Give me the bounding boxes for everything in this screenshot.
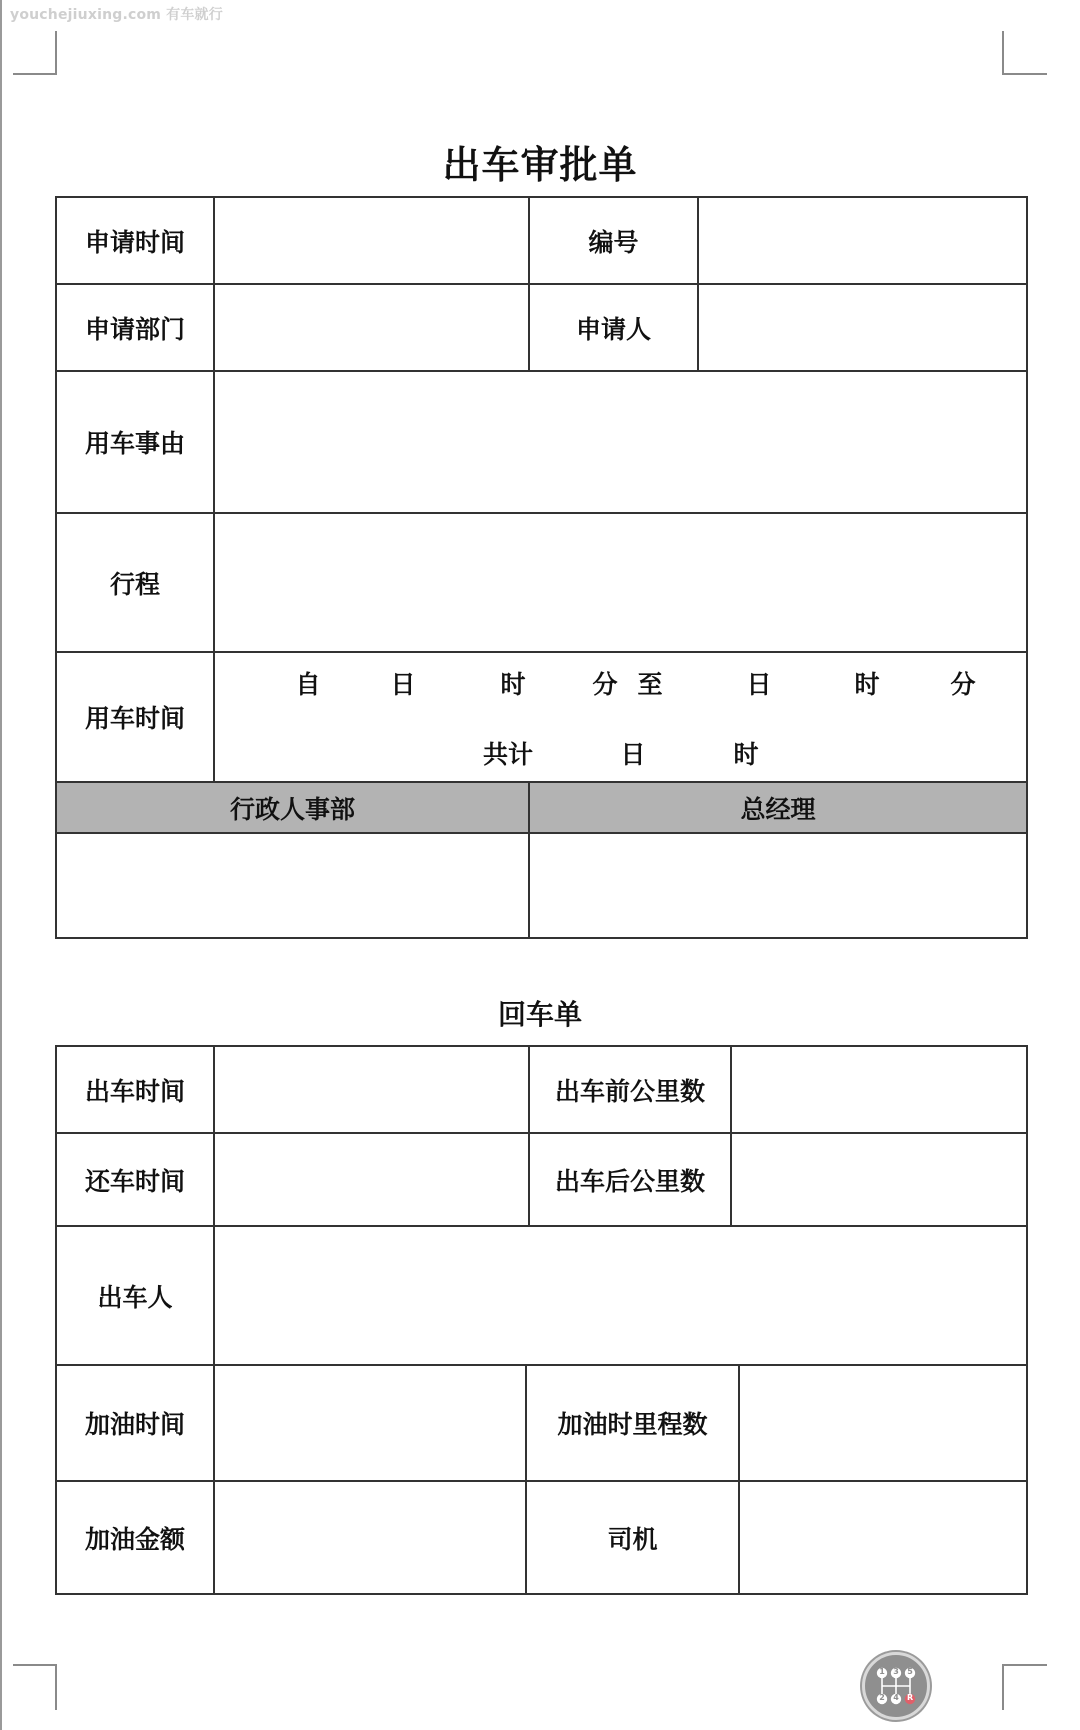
return-time-field[interactable] <box>213 1132 530 1227</box>
reason-field[interactable] <box>213 370 1028 514</box>
usage-to-day: 日 <box>746 670 772 699</box>
gear-1: 1 <box>879 1667 885 1676</box>
applicant-label: 申请人 <box>528 283 699 372</box>
page-title: 出车审批单 <box>442 143 638 187</box>
return-form-title: 回车单 <box>497 998 582 1031</box>
itinerary-field[interactable] <box>213 512 1028 653</box>
page-edge <box>0 0 2 1730</box>
gear-shift-logo-icon <box>862 1652 930 1720</box>
usage-total-day: 日 <box>620 740 646 769</box>
general-manager-header: 总经理 <box>528 781 1028 834</box>
gear-4: 4 <box>893 1693 899 1702</box>
km-after-field[interactable] <box>730 1132 1028 1227</box>
departure-time-label: 出车时间 <box>55 1045 215 1134</box>
usage-to-hour: 时 <box>854 670 880 699</box>
refuel-amount-field[interactable] <box>213 1480 527 1595</box>
usage-from-minute: 分 <box>592 670 618 699</box>
refuel-amount-label: 加油金额 <box>55 1480 215 1595</box>
return-time-label: 还车时间 <box>55 1132 215 1227</box>
apply-time-label: 申请时间 <box>55 196 215 285</box>
crop-mark-top-left <box>13 31 57 75</box>
applicant-field[interactable] <box>697 283 1028 372</box>
watermark: youchejiuxing.com 有车就行 <box>10 7 223 23</box>
refuel-mileage-label: 加油时里程数 <box>525 1364 740 1482</box>
usage-total: 共计 <box>482 740 534 769</box>
crop-mark-bottom-left <box>13 1664 57 1710</box>
refuel-mileage-field[interactable] <box>738 1364 1028 1482</box>
gear-r: R <box>907 1693 914 1702</box>
departure-time-field[interactable] <box>213 1045 530 1134</box>
hr-signature-field[interactable] <box>55 832 530 939</box>
department-label: 申请部门 <box>55 283 215 372</box>
crop-mark-bottom-right <box>1002 1664 1047 1710</box>
usage-from-hour: 时 <box>500 670 526 699</box>
department-field[interactable] <box>213 283 530 372</box>
refuel-time-field[interactable] <box>213 1364 527 1482</box>
hr-department-header: 行政人事部 <box>55 781 530 834</box>
gm-signature-field[interactable] <box>528 832 1028 939</box>
driver-label: 司机 <box>525 1480 740 1595</box>
driver-out-label: 出车人 <box>55 1225 215 1366</box>
driver-field[interactable] <box>738 1480 1028 1595</box>
gear-5: 5 <box>907 1667 913 1676</box>
usage-to: 至 <box>637 670 663 699</box>
usage-from: 自 <box>295 670 321 699</box>
usage-time-label: 用车时间 <box>55 651 215 783</box>
gear-2: 2 <box>879 1693 885 1702</box>
driver-out-field[interactable] <box>213 1225 1028 1366</box>
apply-time-field[interactable] <box>213 196 530 285</box>
reason-label: 用车事由 <box>55 370 215 514</box>
km-after-label: 出车后公里数 <box>528 1132 732 1227</box>
crop-mark-top-right <box>1002 31 1047 75</box>
refuel-time-label: 加油时间 <box>55 1364 215 1482</box>
itinerary-label: 行程 <box>55 512 215 653</box>
serial-field[interactable] <box>697 196 1028 285</box>
usage-from-day: 日 <box>390 670 416 699</box>
gear-3: 3 <box>893 1667 899 1676</box>
km-before-field[interactable] <box>730 1045 1028 1134</box>
usage-total-hour: 时 <box>733 740 759 769</box>
serial-label: 编号 <box>528 196 699 285</box>
km-before-label: 出车前公里数 <box>528 1045 732 1134</box>
usage-to-minute: 分 <box>950 670 976 699</box>
